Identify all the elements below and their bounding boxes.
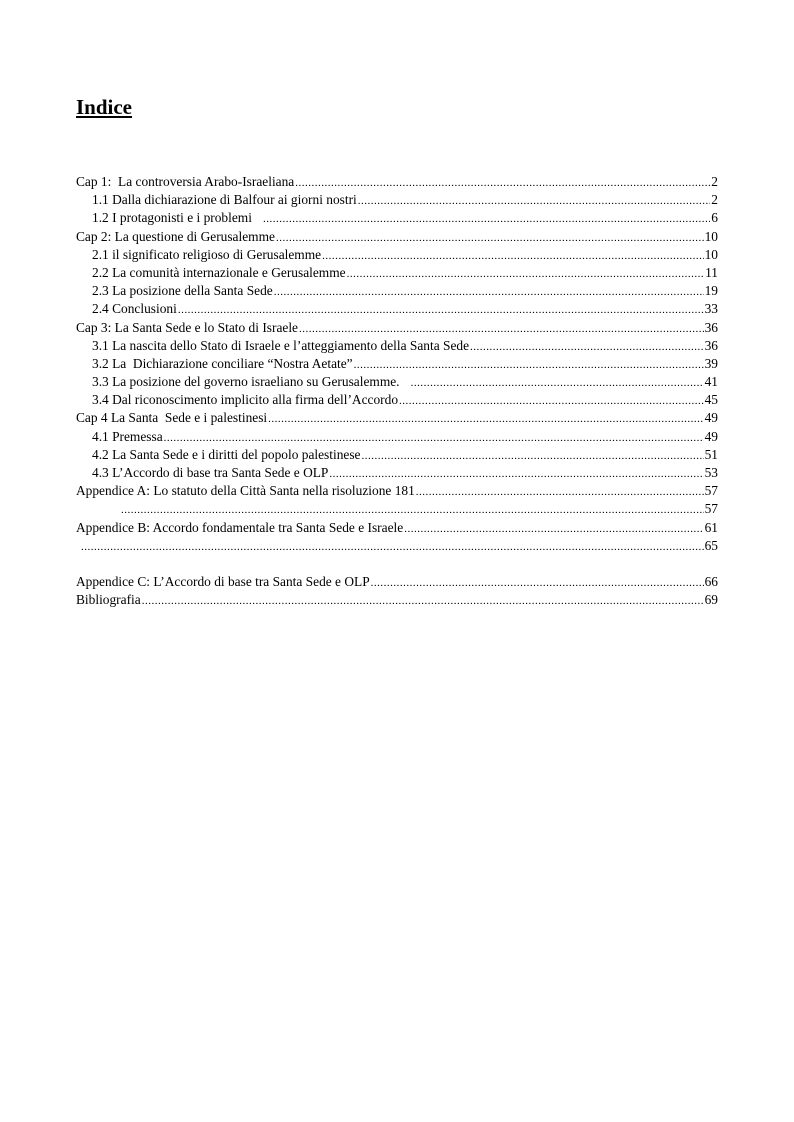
toc-entry[interactable] — [76, 428, 718, 446]
toc-leader-dots — [322, 247, 704, 265]
toc-leader-dots — [411, 374, 704, 392]
toc-leader-dots — [404, 520, 703, 538]
toc-entry-page: 6 — [711, 210, 718, 226]
toc-entry[interactable] — [76, 246, 718, 264]
toc-entry[interactable] — [76, 464, 718, 482]
toc-leader-dots — [362, 447, 704, 465]
toc-leader-dots — [164, 429, 704, 447]
toc-entry-label: 3.2 La Dichiarazione conciliare “Nostra Aetate” — [92, 355, 353, 371]
page-title: Indice — [76, 95, 133, 119]
toc-entry[interactable] — [76, 391, 718, 409]
toc-entry[interactable] — [76, 446, 718, 464]
toc-leader-dots — [268, 410, 703, 428]
toc-entry-page: 11 — [705, 264, 718, 280]
toc-entry[interactable] — [76, 500, 718, 518]
table-of-contents — [76, 173, 718, 610]
toc-entry-label: 3.4 Dal riconoscimento implicito alla firma dell’Accordo — [92, 392, 399, 408]
toc-entry[interactable] — [76, 373, 718, 391]
toc-entry[interactable] — [76, 319, 718, 337]
toc-entry-label: 2.1 il significato religioso di Gerusalemme — [92, 246, 322, 262]
toc-entry-page: 49 — [704, 428, 718, 444]
toc-entry-label: 2.4 Conclusioni — [92, 301, 177, 317]
toc-entry-page: 69 — [704, 592, 718, 608]
toc-entry-page: 19 — [704, 283, 718, 299]
toc-entry-label: 1.2 I protagonisti e i problemi — [92, 210, 262, 226]
toc-entry-label: 2.3 La posizione della Santa Sede — [92, 283, 273, 299]
toc-entry-label: Appendice C: L’Accordo di base tra Santa Sede e OLP — [76, 574, 370, 590]
toc-entry-page: 33 — [704, 301, 718, 317]
toc-entry-label: Cap 3: La Santa Sede e lo Stato di Israele — [76, 319, 298, 335]
toc-entry-label: 2.2 La comunità internazionale e Gerusalemme — [92, 264, 346, 280]
toc-leader-dots — [358, 192, 711, 210]
toc-entry[interactable] — [76, 337, 718, 355]
toc-entry-page: 57 — [704, 501, 718, 517]
toc-entry-label: Bibliografia — [76, 592, 141, 608]
toc-leader-dots — [299, 320, 704, 338]
toc-entry-label: Cap 1: La controversia Arabo-Israeliana — [76, 174, 295, 189]
toc-entry-page: 36 — [704, 319, 718, 335]
toc-entry-page: 51 — [704, 446, 718, 462]
toc-entry[interactable] — [76, 573, 718, 591]
toc-leader-dots — [263, 210, 710, 228]
toc-entry-page: 66 — [704, 574, 718, 590]
toc-entry[interactable] — [76, 264, 718, 282]
toc-leader-dots — [399, 392, 704, 410]
toc-leader-dots — [276, 229, 704, 247]
toc-leader-dots — [329, 465, 703, 483]
toc-entry-page: 36 — [704, 337, 718, 353]
toc-entry-page: 65 — [704, 537, 718, 553]
toc-entry-label: Cap 2: La questione di Gerusalemme — [76, 228, 275, 244]
toc-entry-label: Appendice B: Accordo fondamentale tra Santa Sede e Israele — [76, 519, 404, 535]
toc-entry[interactable] — [76, 591, 718, 609]
toc-entry[interactable] — [76, 537, 718, 555]
toc-leader-dots — [416, 483, 704, 501]
toc-entry[interactable] — [76, 519, 718, 537]
toc-entry[interactable] — [76, 300, 718, 318]
toc-entry-page: 2 — [711, 174, 718, 189]
toc-entry-label: 4.2 La Santa Sede e i diritti del popolo palestinese — [92, 446, 361, 462]
toc-entry-page: 57 — [704, 483, 718, 499]
toc-leader-dots — [295, 174, 710, 192]
toc-entry-page: 53 — [704, 465, 718, 480]
toc-entry-label: 3.3 La posizione del governo israeliano su Gerusalemme. — [92, 374, 410, 390]
toc-entry-page: 2 — [711, 192, 718, 208]
toc-entry-label: 1.1 Dalla dichiarazione di Balfour ai giorni nostri — [92, 192, 357, 208]
toc-entry[interactable] — [76, 191, 718, 209]
toc-entry-label: 4.1 Premessa — [92, 428, 163, 444]
toc-leader-dots — [354, 356, 704, 374]
toc-leader-dots — [470, 338, 704, 356]
toc-leader-dots — [178, 301, 704, 319]
toc-entry[interactable] — [76, 409, 718, 427]
toc-entry[interactable] — [76, 355, 718, 373]
toc-leader-dots — [274, 283, 704, 301]
toc-leader-dots — [347, 265, 705, 283]
toc-entry-page: 41 — [704, 374, 718, 390]
toc-spacer — [76, 555, 718, 573]
toc-entry[interactable] — [76, 173, 718, 191]
toc-entry-page: 10 — [704, 228, 718, 244]
toc-entry-page: 10 — [704, 246, 718, 262]
toc-entry-label: Cap 4 La Santa Sede e i palestinesi — [76, 410, 268, 426]
toc-entry[interactable] — [76, 209, 718, 227]
toc-leader-dots — [142, 592, 704, 610]
toc-entry[interactable] — [76, 482, 718, 500]
toc-leader-dots — [371, 574, 704, 592]
toc-entry-label: 4.3 L’Accordo di base tra Santa Sede e OLP — [92, 465, 329, 480]
toc-entry-label: 3.1 La nascita dello Stato di Israele e l’atteggiamento della Santa Sede — [92, 337, 470, 353]
toc-entry[interactable] — [76, 228, 718, 246]
toc-entry-page: 61 — [704, 519, 718, 535]
toc-entry-page: 49 — [704, 410, 718, 426]
toc-entry-label: Appendice A: Lo statuto della Città Santa nella risoluzione 181 — [76, 483, 415, 499]
toc-leader-dots — [81, 538, 704, 556]
toc-entry-page: 39 — [704, 355, 718, 371]
toc-entry-page: 45 — [704, 392, 718, 408]
toc-entry[interactable] — [76, 282, 718, 300]
toc-leader-dots — [121, 501, 704, 519]
